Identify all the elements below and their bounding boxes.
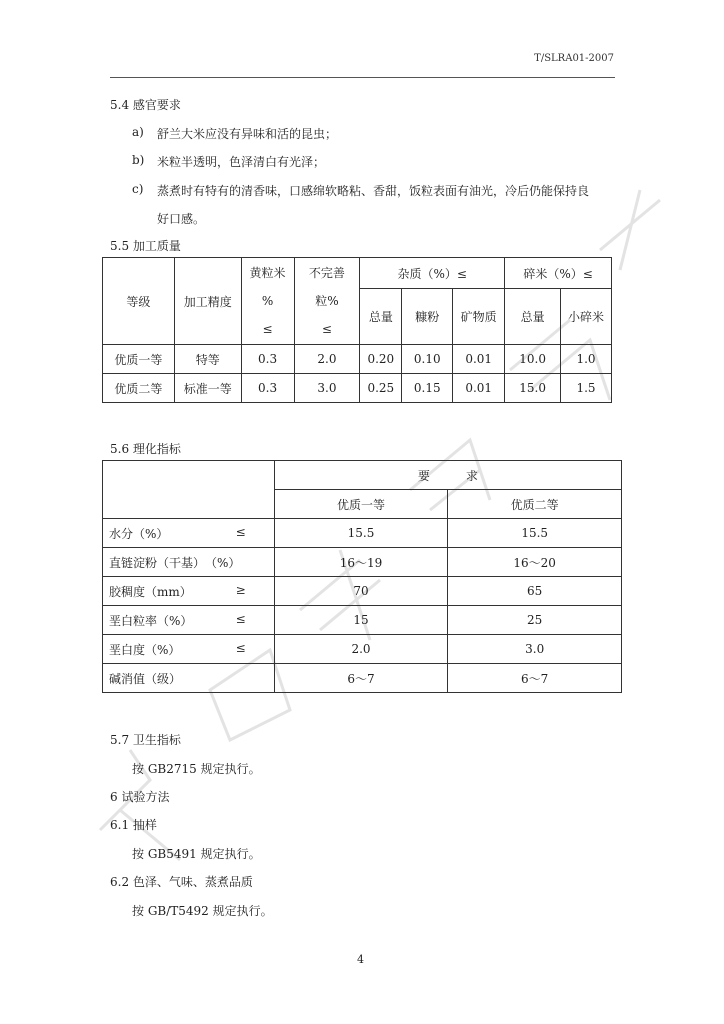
list-marker-c: c) [132, 182, 144, 196]
header-precision: 加工精度 [174, 258, 241, 345]
section-6-1-heading: 6.1 抽样 [110, 818, 157, 832]
table-row [103, 519, 622, 548]
row-name: 垩白粒率（%） [109, 613, 193, 628]
row-name: 垩白度（%） [109, 642, 181, 657]
cell: 0.3 [241, 345, 294, 374]
cell: 特等 [174, 345, 241, 374]
cell: 15 [274, 606, 448, 635]
row-label [103, 519, 275, 548]
table-row [103, 548, 622, 577]
list-item-c: 蒸煮时有特有的清香味，口感绵软略粘、香甜，饭粒表面有油光，冷后仍能保持良 [157, 184, 590, 198]
row-name: 直链淀粉（干基） （%） [109, 555, 241, 570]
section-5-6-heading: 5.6 理化指标 [110, 442, 181, 456]
row-symbol: ≤ [235, 611, 246, 626]
header-rule [110, 77, 615, 78]
cell: 6～7 [448, 664, 622, 693]
section-5-4-heading: 5.4 感官要求 [110, 98, 181, 112]
cell: 0.01 [453, 345, 505, 374]
header-impurity: 杂质（%）≤ [360, 258, 505, 289]
row-symbol: ≤ [235, 524, 246, 539]
row-name: 胶稠度（mm） [109, 584, 192, 599]
header-blank [103, 461, 275, 519]
cell: 0.15 [402, 374, 453, 403]
cell: 3.0 [294, 374, 360, 403]
subheader-impurity-total: 总量 [360, 289, 402, 345]
table-row [103, 606, 622, 635]
row-label [103, 664, 275, 693]
cell: 15.5 [274, 519, 448, 548]
section-6-heading: 6 试验方法 [110, 790, 170, 804]
list-item-b: 米粒半透明，色泽清白有光泽； [157, 155, 326, 169]
header-premium-second: 优质二等 [448, 490, 622, 519]
header-imperfect-line3: ≤ [321, 322, 332, 336]
header-premium-first: 优质一等 [274, 490, 448, 519]
header-imperfect-line2: 粒% [315, 294, 339, 308]
section-5-5-heading: 5.5 加工质量 [110, 239, 181, 253]
list-marker-a: a) [132, 125, 144, 139]
row-symbol: ≤ [235, 640, 246, 655]
header-requirement: 要 求 [274, 461, 621, 490]
row-symbol: ≥ [235, 582, 246, 597]
section-6-1-text: 按 GB5491 规定执行。 [132, 847, 261, 861]
cell: 15.5 [448, 519, 622, 548]
cell: 16～19 [274, 548, 448, 577]
cell: 16～20 [448, 548, 622, 577]
section-5-7-text: 按 GB2715 规定执行。 [132, 762, 261, 776]
cell: 2.0 [274, 635, 448, 664]
section-6-2-heading: 6.2 色泽、气味、蒸煮品质 [110, 875, 253, 889]
cell: 优质一等 [103, 345, 175, 374]
table-row [103, 374, 612, 403]
section-6-2-text: 按 GB/T5492 规定执行。 [132, 904, 273, 918]
header-yellow-line1: 黄粒米 [249, 266, 286, 280]
cell: 0.3 [241, 374, 294, 403]
list-item-a: 舒兰大米应没有异味和活的昆虫； [157, 127, 338, 141]
table-row [103, 635, 622, 664]
cell: 优质二等 [103, 374, 175, 403]
row-label [103, 548, 275, 577]
subheader-broken-total: 总量 [505, 289, 561, 345]
cell: 标准一等 [174, 374, 241, 403]
header-imperfect-grain [294, 258, 360, 345]
subheader-small-broken: 小碎米 [561, 289, 612, 345]
table-row [103, 577, 622, 606]
cell: 0.20 [360, 345, 402, 374]
list-marker-b: b) [132, 153, 145, 167]
subheader-mineral: 矿物质 [453, 289, 505, 345]
subheader-bran: 糠粉 [402, 289, 453, 345]
cell: 10.0 [505, 345, 561, 374]
cell: 70 [274, 577, 448, 606]
table-row [103, 664, 622, 693]
cell: 0.01 [453, 374, 505, 403]
cell: 1.0 [561, 345, 612, 374]
row-label [103, 635, 275, 664]
page-number: 4 [357, 953, 364, 966]
section-5-7-heading: 5.7 卫生指标 [110, 733, 181, 747]
cell: 1.5 [561, 374, 612, 403]
cell: 0.25 [360, 374, 402, 403]
header-broken-rice: 碎米（%）≤ [505, 258, 612, 289]
table-row [103, 345, 612, 374]
document-id: T/SLRA01-2007 [534, 53, 614, 64]
list-item-c-continued: 好口感。 [157, 212, 206, 226]
row-name: 水分（%） [109, 526, 169, 541]
row-label [103, 606, 275, 635]
cell: 2.0 [294, 345, 360, 374]
cell: 65 [448, 577, 622, 606]
header-grade: 等级 [103, 258, 175, 345]
header-imperfect-line1: 不完善 [308, 266, 345, 280]
cell: 0.10 [402, 345, 453, 374]
processing-quality-table [102, 257, 612, 403]
cell: 25 [448, 606, 622, 635]
header-yellow-line2: % [261, 294, 274, 308]
row-label [103, 577, 275, 606]
cell: 15.0 [505, 374, 561, 403]
physicochemical-table [102, 460, 622, 693]
cell: 6～7 [274, 664, 448, 693]
header-yellow-grain [241, 258, 294, 345]
header-yellow-line3: ≤ [262, 322, 273, 336]
row-name: 碱消值（级） [109, 671, 182, 686]
cell: 3.0 [448, 635, 622, 664]
